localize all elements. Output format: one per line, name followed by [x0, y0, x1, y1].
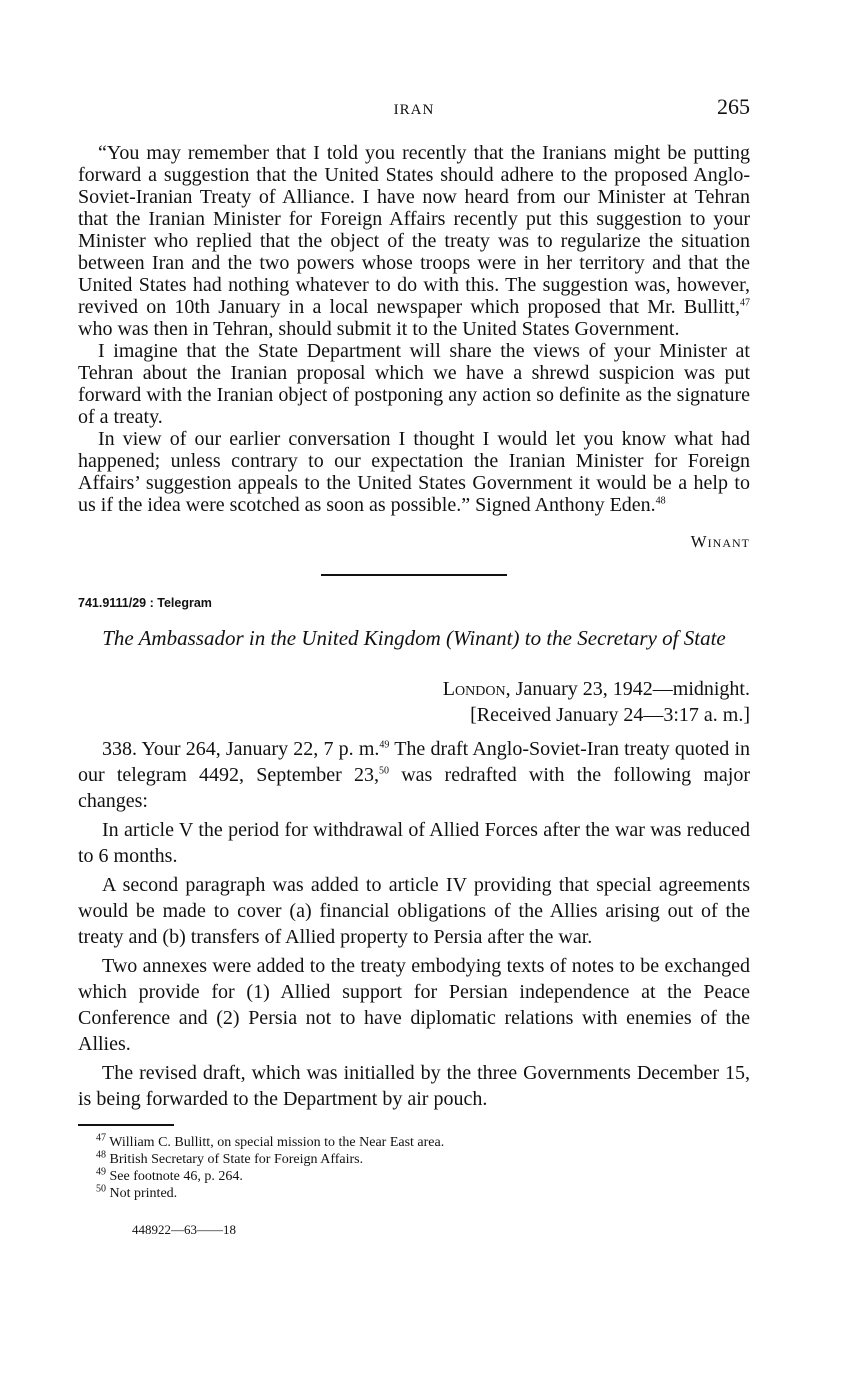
footnote-ref: 50 [379, 765, 390, 777]
quote-text: who was then in Tehran, should submit it to the United States Government. [78, 318, 680, 340]
quoted-message [78, 142, 750, 516]
dateline-date: , January 23, 1942—midnight. [505, 678, 750, 700]
footnote-text: See footnote 46, p. 264. [109, 1169, 243, 1184]
file-reference: 741.9111/29 : Telegram [78, 596, 212, 610]
footnote-text: William C. Bullitt, on special mission to the Near East area. [109, 1135, 445, 1150]
dateline-received: [Received January 24—3:17 a. m.] [470, 704, 750, 726]
body-paragraph: Two annexes were added to the treaty embodying texts of notes to be exchanged which provide for (1) Allied support for Persian independence at the Peace Conference and (2) Persia not to have diplomatic relations with enemies of the Allies. [78, 955, 750, 1055]
signature: Winant [690, 532, 750, 551]
running-header [78, 92, 750, 124]
quote-paragraph [78, 142, 750, 340]
quote-paragraph [78, 428, 750, 516]
dateline-sent [78, 676, 750, 702]
footnote [78, 1151, 750, 1168]
body-paragraph: A second paragraph was added to article IV providing that special agreements would be made to cover (a) financial obligations of the Allies arising out of the treaty and (b) transfers of Allied property to Persia after the war. [78, 874, 750, 948]
quote-text: “You may remember that I told you recently that the Iranians might be putting forward a suggestion that the United States should adhere to the proposed Anglo-Soviet-Iranian Treaty of Alliance. I have now heard from our Minister at Tehran that the Iranian Minister for Foreign Affairs recently put this suggestion to your Minister who replied that the object of the treaty was to regularize the situation between Iran and the two powers whose troops were in her territory and that the United States had nothing whatever to do with this. The suggestion was, however, revived on 10th January in a local newspaper which proposed that Mr. Bullitt, [78, 142, 750, 318]
quote-text: In view of our earlier conversation I thought I would let you know what had happened; unless contrary to our expectation the Iranian Minister for Foreign Affairs’ suggestion appeals to the United States Government it would be a help to us if the idea were scotched as soon as possible.” Signed Anthony Eden. [78, 428, 750, 516]
footnote-ref: 48 [655, 495, 666, 507]
body-text: 338. Your 264, January 22, 7 p. m. [102, 738, 380, 760]
body-text: was redrafted with the following major changes: [78, 764, 750, 812]
footnote-text: Not printed. [109, 1186, 178, 1201]
dateline [78, 676, 750, 728]
footnote-text: British Secretary of State for Foreign Affairs. [109, 1152, 364, 1167]
quote-paragraph: I imagine that the State Department will share the views of your Minister at Tehran about the Iranian proposal which we have a shrewd suspicion was put forward with the Iranian object of postponing any action so definite as the signature of a treaty. [78, 340, 750, 428]
footnote-ref: 47 [740, 297, 750, 309]
dateline-place: London [442, 678, 506, 700]
footnote-number: 48 [96, 1149, 106, 1161]
footnote [78, 1168, 750, 1185]
footnotes [78, 1134, 750, 1202]
section-divider [321, 574, 507, 576]
printer-imprint: 448922—63——18 [132, 1222, 236, 1237]
body-paragraph [78, 736, 750, 814]
body-text: The draft Anglo-Soviet-Iran treaty quoted in our telegram 4492, September 23, [78, 738, 751, 786]
footnote-number: 47 [96, 1132, 106, 1144]
footnote-number: 50 [96, 1183, 106, 1195]
page-number: 265 [717, 94, 750, 119]
body-paragraph: The revised draft, which was initialled by the three Governments December 15, is being forwarded to the Department by air pouch. [78, 1062, 750, 1110]
footnote-ref: 49 [379, 739, 390, 751]
document-page [78, 92, 750, 1238]
footnote-divider [78, 1124, 174, 1126]
footnote-number: 49 [96, 1166, 106, 1178]
running-title: IRAN [393, 102, 435, 118]
footnote [78, 1134, 750, 1151]
footnote [78, 1185, 750, 1202]
body-paragraph: In article V the period for withdrawal of Allied Forces after the war was reduced to 6 months. [78, 819, 750, 867]
document-heading: The Ambassador in the United Kingdom (Winant) to the Secretary of State [102, 626, 726, 650]
telegram-body [78, 736, 750, 1112]
